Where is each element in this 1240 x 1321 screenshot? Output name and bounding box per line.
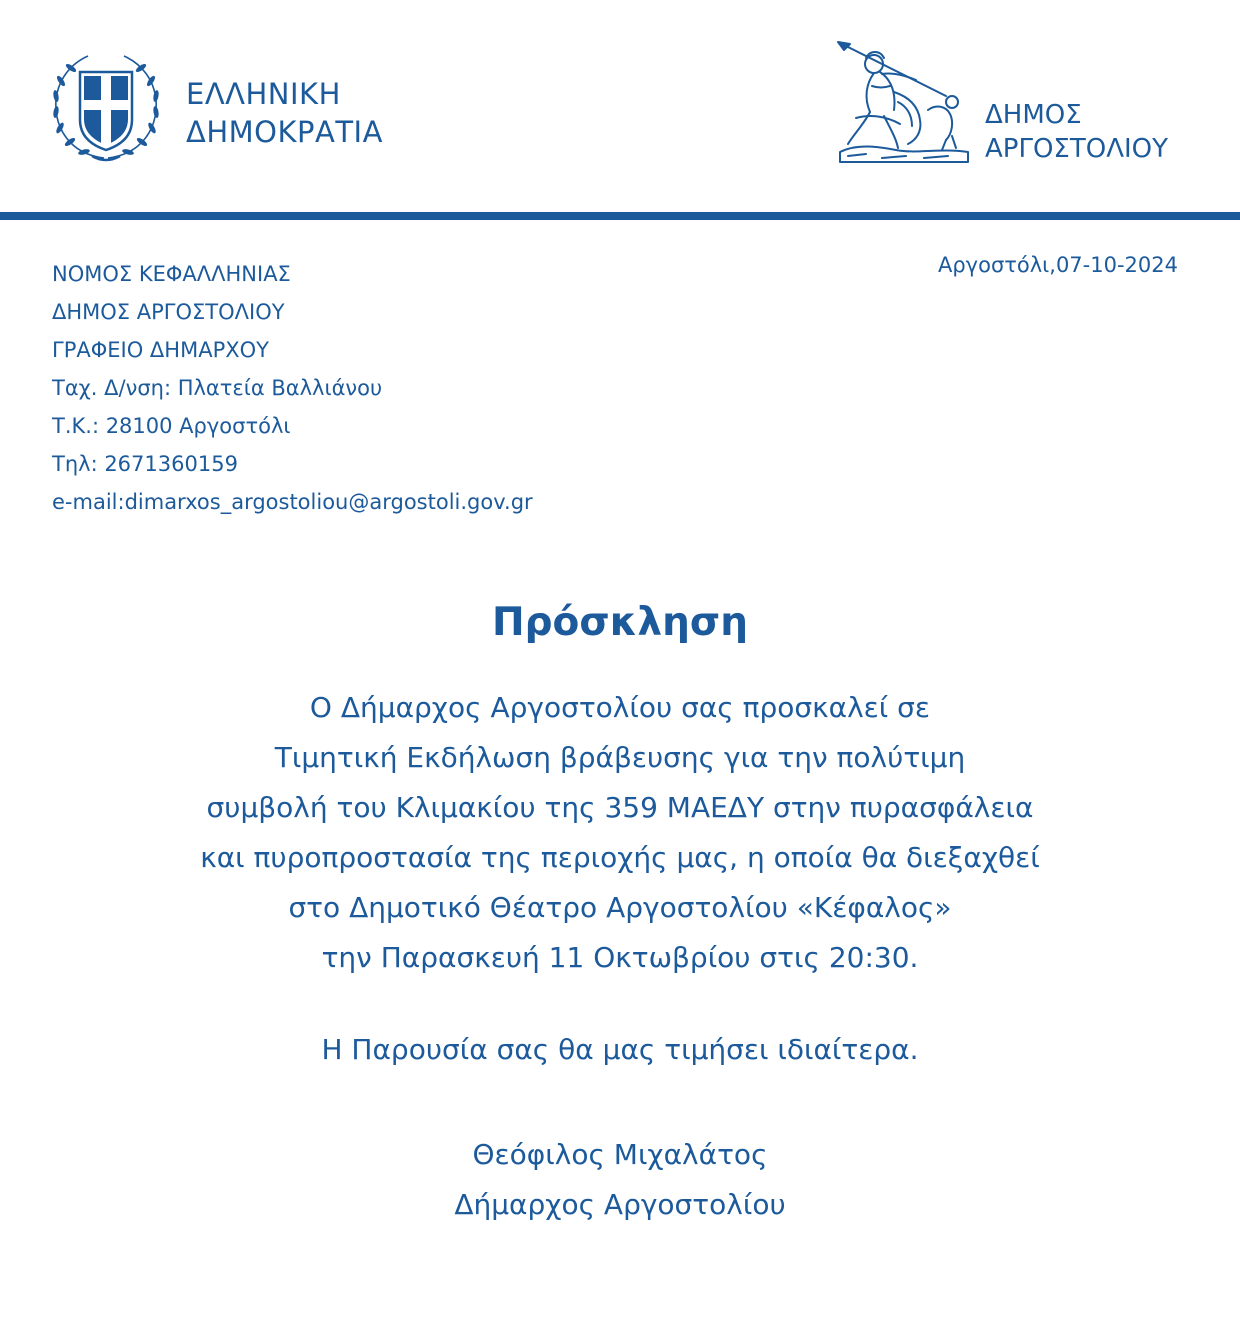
sender-line: ΝΟΜΟΣ ΚΕΦΑΛΛΗΝΙΑΣ: [52, 262, 291, 286]
signature-name: Θεόφιλος Μιχαλάτος: [472, 1138, 768, 1171]
cephalus-statue-logo-icon: [836, 40, 976, 165]
signature-title: Δήμαρχος Αργοστολίου: [454, 1188, 786, 1221]
sender-address-block: [52, 255, 533, 521]
municipality-name-line1: ΔΗΜΟΣ: [985, 100, 1082, 130]
greek-coat-of-arms-icon: [48, 50, 164, 166]
invitation-body-line: την Παρασκευή 11 Οκτωβρίου στις 20:30.: [321, 941, 919, 974]
sender-line: ΔΗΜΟΣ ΑΡΓΟΣΤΟΛΙΟΥ: [52, 300, 285, 324]
invitation-body-line: στο Δημοτικό Θέατρο Αργοστολίου «Κέφαλος»: [288, 891, 952, 924]
invitation-body: [0, 683, 1240, 983]
sender-line: Τηλ: 2671360159: [52, 452, 238, 476]
document-date: Αργοστόλι,07-10-2024: [937, 253, 1178, 277]
invitation-body-line: συμβολή του Κλιμακίου της 359 ΜΑΕΔΥ στην πυρασφάλεια: [206, 791, 1034, 824]
sender-email: e-mail:dimarxos_argostoliou@argostoli.gov.gr: [52, 490, 533, 514]
invitation-body-line: και πυροπροστασία της περιοχής μας, η οποία θα διεξαχθεί: [200, 841, 1040, 874]
government-name-line2: ΔΗΜΟΚΡΑΤΙΑ: [186, 115, 383, 149]
invitation-body-line: Ο Δήμαρχος Αργοστολίου σας προσκαλεί σε: [309, 691, 931, 724]
invitation-closing: Η Παρουσία σας θα μας τιμήσει ιδιαίτερα.: [321, 1033, 919, 1066]
sender-line: ΓΡΑΦΕΙΟ ΔΗΜΑΡΧΟΥ: [52, 338, 269, 362]
sender-line: Τ.Κ.: 28100 Αργοστόλι: [52, 414, 291, 438]
signature-block: [0, 1130, 1240, 1230]
government-name: [186, 75, 383, 151]
invitation-body-line: Τιμητική Εκδήλωση βράβευσης για την πολύτιμη: [274, 741, 966, 774]
header-divider: [0, 212, 1240, 220]
invitation-title: Πρόσκληση: [491, 600, 748, 645]
sender-line: Ταχ. Δ/νση: Πλατεία Βαλλιάνου: [52, 376, 383, 400]
government-name-line1: ΕΛΛΗΝΙΚΗ: [186, 77, 341, 111]
municipality-name: [985, 98, 1168, 166]
municipality-name-line2: ΑΡΓΟΣΤΟΛΙΟΥ: [985, 134, 1168, 164]
